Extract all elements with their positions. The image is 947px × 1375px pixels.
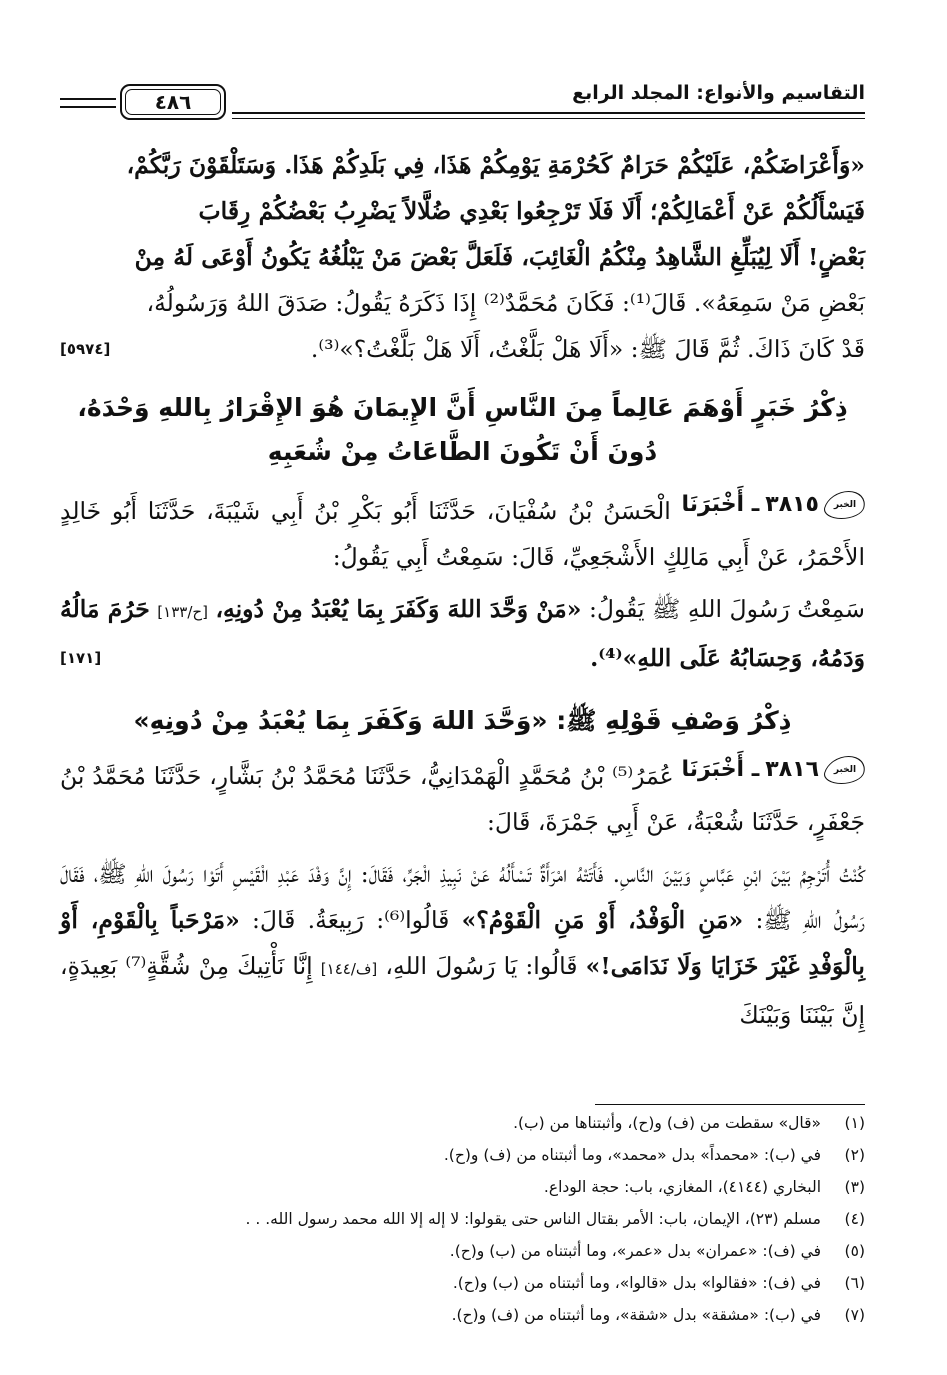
- hadith-number: [682, 747, 865, 793]
- hadith-number-value: ٣٨١٦: [765, 757, 819, 782]
- footnote-number: (٥): [844, 1242, 865, 1260]
- running-title: التقاسيم والأنواع: المجلد الرابع: [572, 82, 865, 104]
- matn-intro: سَمِعْتُ رَسُولَ اللهِ ﷺ يَقُولُ:: [588, 595, 865, 623]
- isnad-text: الْحَسَنُ بْنُ سُفْيَانَ، حَدَّثَنَا أَبُو بَكْرِ بْنُ أَبِي شَيْبَةَ، حَدَّثَنَا أَبُو خَالِدٍ الأَحْمَرُ، عَنْ أَبِي مَالِكٍ الأَشْجَعِيِّ، قَالَ: سَمِعْتُ أَبِي يَقُولُ:: [60, 497, 865, 571]
- text-line: بَعْضٍ! أَلَا لِيُبَلِّغِ الشَّاهِدُ مِنْكُمُ الْغَائِبَ، فَلَعَلَّ بَعْضَ مَنْ يَبْلُغُهُ يَكُونُ أَوْعَى لَهُ مِنْ: [134, 243, 865, 271]
- book-page: [60, 72, 865, 1352]
- text-line: «وَأَعْرَاضَكُمْ، عَلَيْكُمْ حَرَامٌ كَحُرْمَةِ يَوْمِكُمْ هَذَا، فِي بَلَدِكُمْ هَذَا. وَسَتَلْقَوْنَ رَبَّكُمْ،: [126, 151, 865, 179]
- footnote-number: (٦): [844, 1274, 865, 1292]
- header-rule-left: [60, 98, 116, 108]
- footnote-number: (٧): [844, 1306, 865, 1324]
- text-span: قَدْ كَانَ ذَاكَ. ثُمَّ قَالَ ﷺ: «أَلَا هَلْ بَلَّغْتُ، أَلَا هَلْ بَلَّغْتُ؟»⁽³⁾.: [310, 335, 865, 363]
- footnotes: [60, 1104, 865, 1329]
- hadith-3815: [60, 482, 865, 681]
- footnote-text: البخاري (٤١٤٤)، المغازي، باب: حجة الوداع.: [543, 1178, 821, 1196]
- text-line: بَعْضِ مَنْ سَمِعَهُ». قَالَ⁽¹⁾: فَكَانَ مُحَمَّدٌ⁽²⁾ إِذَا ذَكَرَهُ يَقُولُ: صَدَقَ اللهُ وَرَسُولُهُ،: [146, 289, 865, 317]
- body-text: قَالُوا⁽⁶⁾: رَبِيعَةُ. قَالَ:: [252, 906, 450, 934]
- header-rule: [232, 112, 865, 119]
- footnote-number: (١): [844, 1114, 865, 1132]
- body-text: كُنْتُ أُتَرْجِمُ بَيْنَ ابْنِ عَبَّاسٍ وَبَيْنَ النَّاسِ. فَأَتَتْهُ امْرَأَةٌ تَسْأَلُهُ عَنْ نَبِيذِ الْجَرِّ، فَقَالَ: إِنَّ وَفْدَ عَبْدِ الْقَيْسِ أَتَوْا رَسُولَ اللهِ ﷺ، فَقَالَ رَسُولُ اللهِ ﷺ:: [60, 860, 865, 934]
- footnote-text: في (ف): «فقالوا» بدل «قالوا»، وما أثبتناه من (ب) و(ح).: [452, 1274, 821, 1292]
- quote-text: «مَنِ الْوَفْدُ، أَوْ مَنِ الْقَوْمُ؟»: [461, 906, 744, 934]
- reference-number: [١٧١]: [60, 649, 102, 667]
- khabar-icon: [821, 756, 869, 784]
- footnote-number: (٣): [844, 1178, 865, 1196]
- footnote: [60, 1141, 865, 1169]
- hadith-isnad: [60, 747, 865, 845]
- footnote: [60, 1205, 865, 1233]
- text-line: فَيَسْأَلُكُمْ عَنْ أَعْمَالِكُمْ؛ أَلَا فَلَا تَرْجِعُوا بَعْدِي ضُلَّالاً يَضْرِبُ بَعْضُكُمْ رِقَابَ: [198, 197, 865, 225]
- hadith-number-value: ٣٨١٥: [765, 492, 819, 517]
- footnote-number: (٤): [844, 1210, 865, 1228]
- footnote-rule: [595, 1104, 865, 1105]
- akhbarana-label: ـ أَخْبَرَنَا: [681, 492, 760, 517]
- footnote-text: في (ب): «محمداً» بدل «محمد»، وما أثبتناه من (ف) و(ح).: [443, 1146, 821, 1164]
- footnote: [60, 1269, 865, 1297]
- footnote-number: (٢): [844, 1146, 865, 1164]
- reference-number: [٥٩٧٤]: [60, 340, 111, 358]
- hadith-matn: [60, 586, 865, 681]
- matn-text: حَرُمَ مَالُهُ وَدَمُهُ، وَحِسَابُهُ عَلَى اللهِ»⁽⁴⁾.: [60, 595, 865, 672]
- footnote: [60, 1109, 865, 1137]
- heading-line: ذِكْرُ وَصْفِ قَوْلِهِ ﷺ: «وَحَّدَ اللهَ وَكَفَرَ بِمَا يُعْبَدُ مِنْ دُونِهِ»: [133, 706, 792, 735]
- paragraph-hadith-end: [60, 142, 865, 372]
- page-header: [60, 72, 865, 130]
- hadith-matn: [60, 851, 865, 1038]
- heading-line: ذِكْرُ خَبَرٍ أَوْهَمَ عَالِماً مِنَ النَّاسِ أَنَّ الإِيمَانَ هُوَ الإِقْرَارُ بِاللهِ وَحْدَهُ،: [77, 393, 848, 422]
- footnote: [60, 1173, 865, 1201]
- section-heading: [60, 386, 865, 474]
- akhbarana-label: ـ أَخْبَرَنَا: [681, 757, 760, 782]
- section-heading: [60, 699, 865, 743]
- hadith-number: [682, 482, 865, 528]
- manuscript-marker: [ف/١٤٤]: [320, 960, 378, 978]
- heading-line: دُونَ أَنْ تَكُونَ الطَّاعَاتُ مِنْ شُعَبِهِ: [267, 437, 658, 466]
- khabar-icon: [821, 491, 869, 519]
- matn-text: «مَنْ وَحَّدَ اللهَ وَكَفَرَ بِمَا يُعْبَدُ مِنْ دُونِهِ،: [215, 595, 582, 623]
- footnote-text: «قال» سقطت من (ف) و(ح)، وأثبتناها من (ب).: [513, 1114, 821, 1132]
- manuscript-marker: [ح/١٣٣]: [157, 603, 208, 621]
- hadith-isnad: [60, 482, 865, 580]
- body-text: قَالُوا: يَا رَسُولَ اللهِ،: [385, 952, 578, 980]
- footnote: [60, 1237, 865, 1265]
- quote-text: «مَرْحَباً بِالْقَوْمِ، أَوْ بِالْوَفْدِ غَيْرَ خَزَايَا وَلَا نَدَامَى!»: [60, 906, 865, 980]
- footnote: [60, 1301, 865, 1329]
- footnote-text: في (ب): «مشقة» بدل «شقة»، وما أثبتناه من (ف) و(ح).: [451, 1306, 821, 1324]
- footnote-text: في (ف): «عمران» بدل «عمر»، وما أثبتناه من (ب) و(ح).: [449, 1242, 821, 1260]
- text-line: [60, 326, 865, 372]
- footnote-text: مسلم (٢٣)، الإيمان، باب: الأمر بقتال الناس حتى يقولوا: لا إله إلا الله محمد رسول الله. . .: [245, 1210, 821, 1228]
- page-number: ٤٨٦: [120, 84, 226, 120]
- body-text: إِنَّا نَأْتِيكَ مِنْ شُقَّةٍ⁽⁷⁾ بَعِيدَةٍ، إِنَّ بَيْنَنَا وَبَيْنَكَ: [60, 952, 865, 1029]
- hadith-3816: [60, 747, 865, 1038]
- isnad-text: عُمَرُ⁽⁵⁾ بْنُ مُحَمَّدٍ الْهَمْدَانِيُّ، حَدَّثَنَا مُحَمَّدُ بْنُ بَشَّارٍ، حَدَّثَنَا مُحَمَّدُ بْنُ جَعْفَرٍ، حَدَّثَنَا شُعْبَةُ، عَنْ أَبِي جَمْرَةَ، قَالَ:: [60, 762, 865, 836]
